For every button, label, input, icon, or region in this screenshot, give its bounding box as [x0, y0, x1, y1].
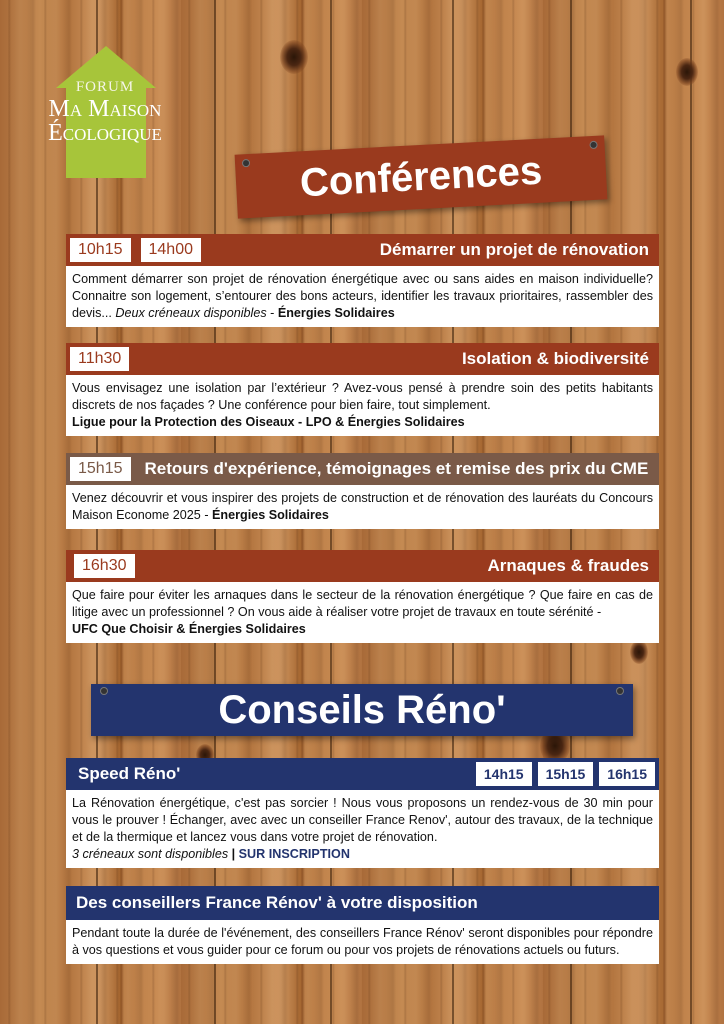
time-slot: 15h15	[70, 457, 131, 481]
conference-description	[66, 485, 659, 529]
wood-knot	[630, 640, 648, 664]
wood-knot	[280, 40, 308, 74]
time-slot: 14h15	[476, 762, 532, 786]
screw-icon	[590, 142, 596, 148]
registration-note: SUR INSCRIPTION	[238, 847, 350, 861]
slots-note: Deux créneaux disponibles	[115, 306, 267, 320]
advisors-description	[66, 920, 659, 964]
description-text: Vous envisagez une isolation par l’extérieur ? Avez-vous pensé à prendre soin des petits habitants discrets de nos façades ? Une conférence pour bien faire, tout simplement.	[72, 381, 653, 412]
wood-plank-edge	[690, 0, 692, 1024]
conference-title: Démarrer un projet de rénovation	[379, 240, 649, 259]
conference-description	[66, 266, 659, 327]
speed-reno-card	[66, 758, 659, 868]
conferences-title: Conférences	[298, 148, 544, 205]
wood-knot	[676, 58, 698, 86]
organizer: UFC Que Choisir & Énergies Solidaires	[72, 622, 306, 636]
conferences-title-banner	[235, 135, 608, 218]
slots-note: 3 créneaux sont disponibles	[72, 847, 229, 861]
description-text: Que faire pour éviter les arnaques dans le secteur de la rénovation énergétique ? Que faire en cas de litige avec un professionnel ? On vous aide à réaliser votre projet de travaux en toute sérénité -	[72, 588, 653, 619]
time-slot: 11h30	[70, 347, 129, 371]
conference-title: Retours d'expérience, témoignages et remise des prix du CME	[144, 459, 649, 478]
organizer: Ligue pour la Protection des Oiseaux - LPO & Énergies Solidaires	[72, 415, 465, 429]
speed-reno-description	[66, 790, 659, 868]
separator: -	[266, 306, 278, 320]
conference-title: Arnaques & fraudes	[487, 556, 649, 575]
screw-icon	[617, 688, 623, 694]
description-text: Comment démarrer son projet de rénovation énergétique avec ou sans aides en maison individuelle? Connaitre son logement, s’entourer des bons acteurs, identifier les travaux prioritaires, rassembler des devis...	[72, 272, 653, 320]
time-slot: 14h00	[141, 238, 202, 262]
organizer: Énergies Solidaires	[212, 508, 329, 522]
conference-title: Isolation & biodiversité	[461, 349, 649, 368]
organizer: Énergies Solidaires	[277, 306, 395, 320]
logo-forum-text: FORUM	[75, 79, 135, 95]
logo-name-line1: Ma Maison	[48, 96, 162, 122]
time-slot: 10h15	[70, 238, 131, 262]
screw-icon	[101, 688, 107, 694]
time-slot: 16h15	[599, 762, 655, 786]
advisors-card	[66, 886, 659, 964]
conference-card	[66, 550, 659, 643]
conference-card	[66, 343, 659, 436]
conference-description	[66, 582, 659, 643]
description-text: Venez découvrir et vous inspirer des projets de construction et de rénovation des lauréats du Concours Maison Econome 2025 -	[72, 491, 653, 522]
screw-icon	[243, 160, 249, 166]
time-slot: 16h30	[74, 554, 135, 578]
forum-logo	[40, 42, 170, 182]
conference-card	[66, 453, 659, 529]
conference-card	[66, 234, 659, 327]
conseils-reno-title-banner	[91, 684, 633, 736]
advisors-title: Des conseillers France Rénov' à votre disposition	[76, 893, 478, 912]
speed-reno-title: Speed Réno'	[78, 764, 181, 783]
logo-name-line2: Écologique	[48, 120, 162, 146]
conference-description	[66, 375, 659, 436]
description-text: La Rénovation énergétique, c'est pas sorcier ! Nous vous proposons un rendez-vous de 30 min pour vous le prouver ! Échanger, avec avec un conseiller France Renov', autour des travaux, de la technique et de la thermique et lancez vous dans votre projet de rénovation.	[72, 796, 653, 844]
time-slot: 15h15	[538, 762, 594, 786]
separator: |	[228, 847, 239, 861]
description-text: Pendant toute la durée de l'événement, des conseillers France Rénov' seront disponibles pour répondre à vos questions et vous guider pour ce forum ou pour vos projets de rénovations actuels ou futurs.	[72, 926, 653, 957]
conseils-reno-title: Conseils Réno'	[218, 687, 506, 732]
